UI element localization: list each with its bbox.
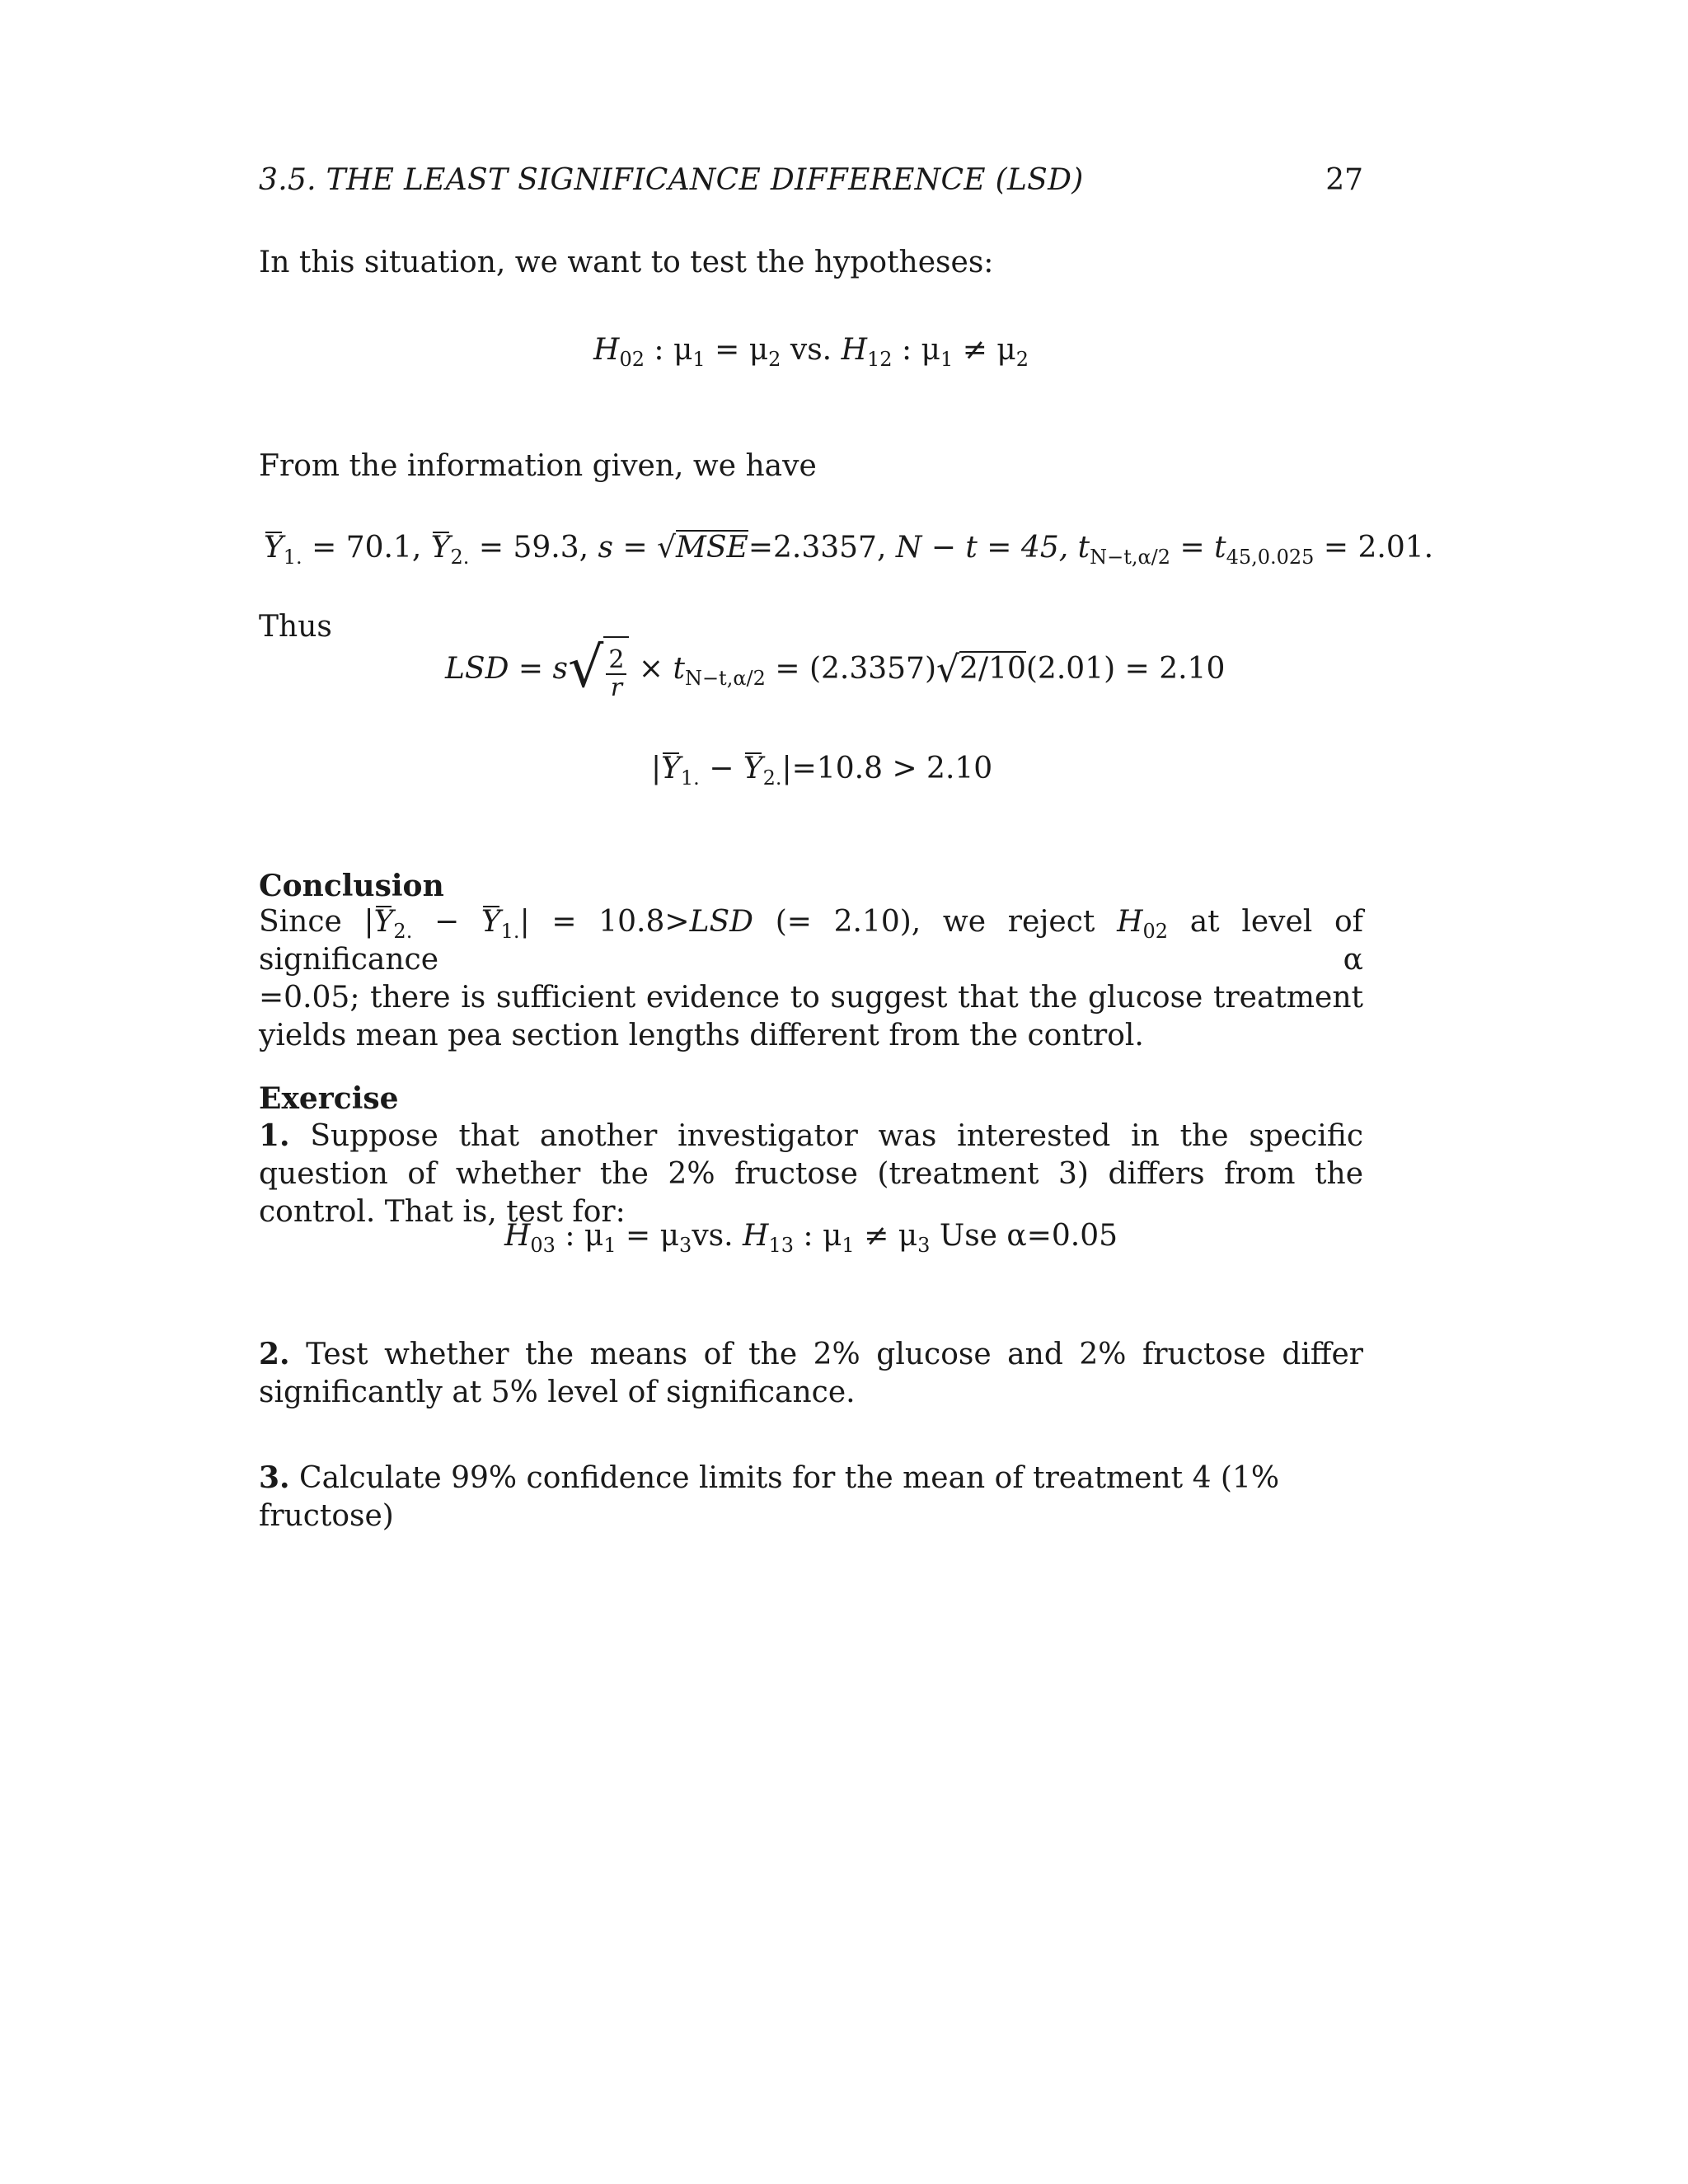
conclusion-heading: Conclusion [259, 869, 444, 903]
section-header: 3.5. THE LEAST SIGNIFICANCE DIFFERENCE (LSD) [259, 163, 1084, 197]
exercise-question-1: 1. Suppose that another investigator was interested in the specific question of whether the 2% fructose (treatment 3) differs from the control. That is, test for: [259, 1118, 1363, 1229]
thus-label: Thus [259, 610, 332, 644]
hypothesis-equation-1: $H_{02}$ : $\mu_1 = \mu_2$ vs. $H_{12}$ : $\mu_1 \ne \mu_2$ [593, 333, 1029, 371]
given-values-equation: $Y_{1.} = 70.1$, $Y_{2.} = 59.3$, s = √MSE=2.3357, N − t = 45, $t_{N-t,\alpha/2} = t_{45,0.025} = 2.01$. [264, 531, 1434, 569]
conclusion-paragraph: Since $|Y_{2.} - Y_{1.}| = 10.8>LSD$ (= 2.10), we reject $H_{02}$ at level of significance α =0.05; there is sufficient evidence to suggest that the glucose treatment yields mean pea section lengths different from the control. [259, 905, 1363, 1052]
exercise-heading: Exercise [259, 1081, 399, 1116]
mean-difference-equation: $|Y_{1.} - Y_{2.}|=10.8 > 2.10$ [651, 752, 993, 790]
exercise-question-2: 2. Test whether the means of the 2% glucose and 2% fructose differ significantly at 5% level of significance. [259, 1337, 1363, 1409]
intro-paragraph: In this situation, we want to test the hypotheses: [259, 246, 994, 279]
page-number: 27 [1325, 163, 1363, 197]
given-paragraph: From the information given, we have [259, 449, 817, 483]
lsd-equation: LSD = s√ $\frac{2}{r}$ × $t_{N-t,\alpha/2} = (2.3357)√2/10(2.01) = 2.10$ [445, 636, 1225, 705]
hypothesis-equation-2: $H_{03}$ : $\mu_1 = \mu_3vs$. $H_{13}$ : $\mu_1 \ne \mu_3$ Use α=0.05 [504, 1219, 1118, 1257]
exercise-question-3: 3. Calculate 99% confidence limits for the mean of treatment 4 (1% fructose) [259, 1460, 1280, 1533]
